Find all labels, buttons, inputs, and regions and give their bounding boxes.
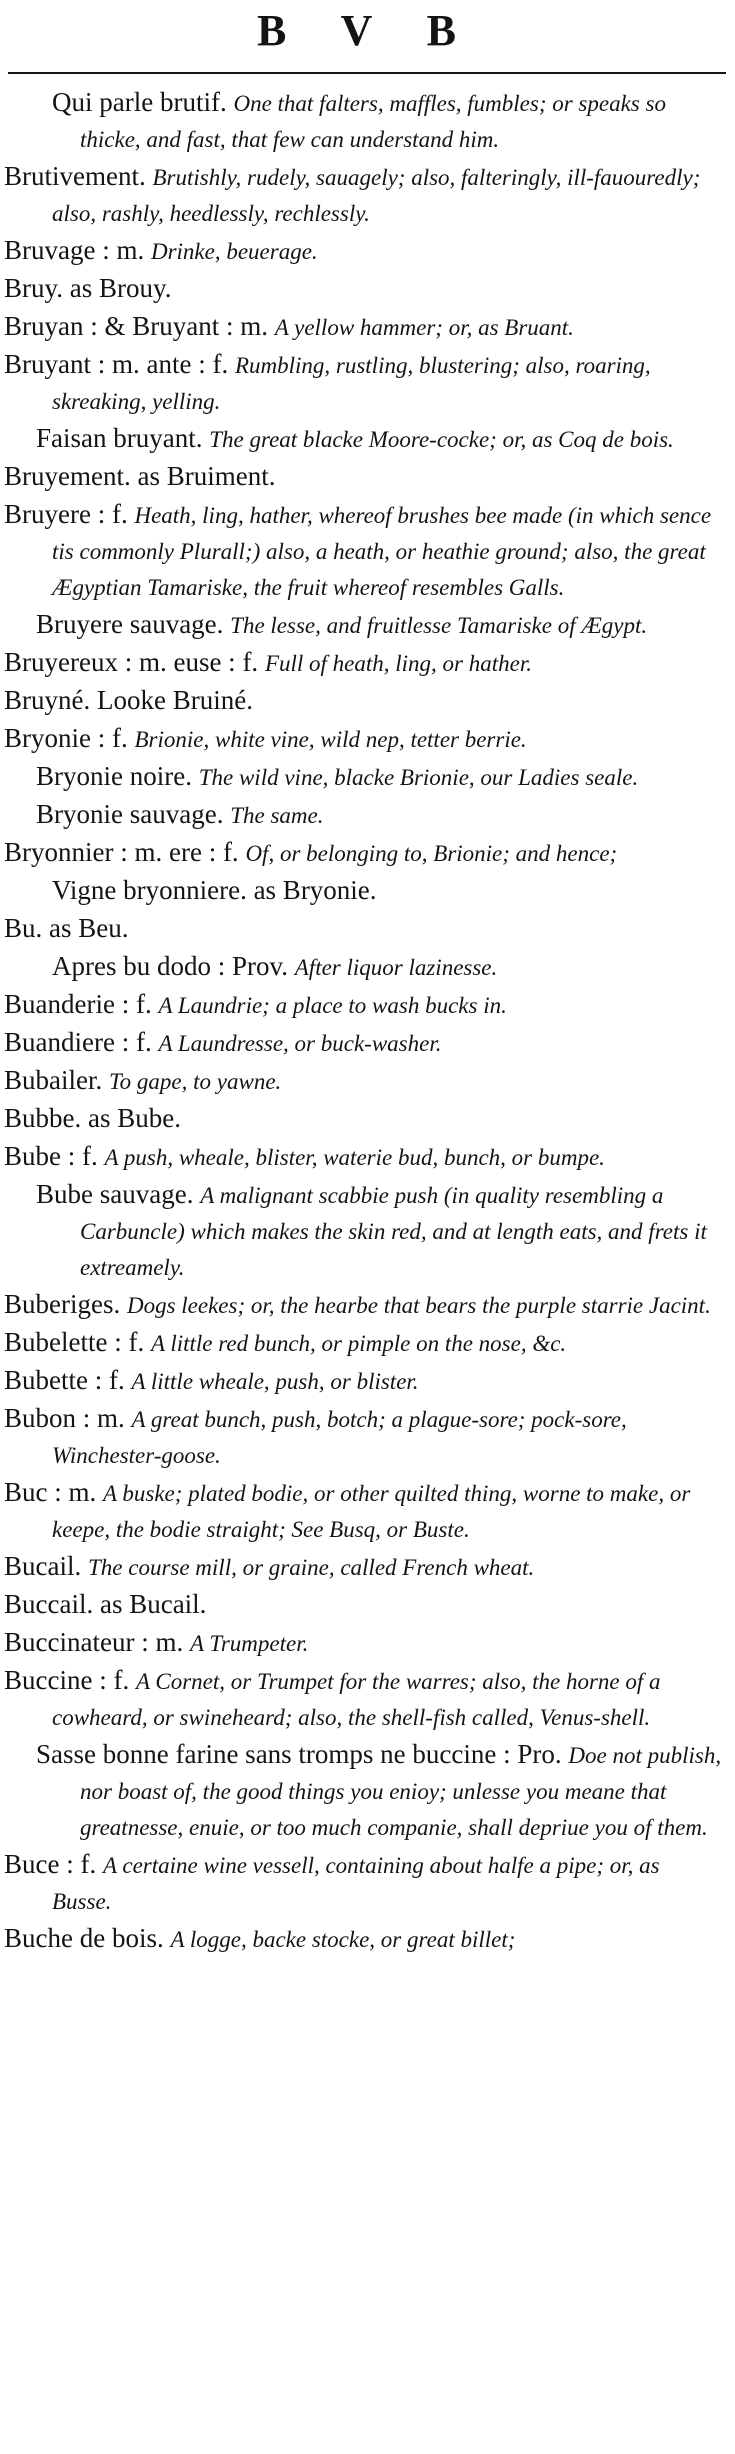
definition: A logge, backe stocke, or great billet; xyxy=(170,1927,516,1952)
definition: The same. xyxy=(230,803,324,828)
entry-bryonie-sauvage xyxy=(0,797,735,833)
headword: Buccinateur : m. xyxy=(4,1627,184,1657)
entry-bubailer xyxy=(0,1063,735,1099)
headword: Bubette : f. xyxy=(4,1365,125,1395)
entry-buccine xyxy=(0,1663,735,1735)
entry-buche-de-bois xyxy=(0,1921,735,1957)
definition: To gape, to yawne. xyxy=(108,1069,282,1094)
dictionary-entries xyxy=(0,85,735,1959)
headword: Bubailer. xyxy=(4,1065,103,1095)
headword: Buandiere : f. xyxy=(4,1027,152,1057)
headword: Bryonie noire. xyxy=(36,761,192,791)
definition: Drinke, beuerage. xyxy=(150,239,318,264)
entry-bruyne xyxy=(0,683,735,719)
entry-bruyere-sauvage xyxy=(0,607,735,643)
entry-buce xyxy=(0,1847,735,1919)
entry-bruyereux xyxy=(0,645,735,681)
headword: Bruyere : f. xyxy=(4,499,128,529)
definition: The wild vine, blacke Brionie, our Ladies seale. xyxy=(198,765,639,790)
entry-buanderie xyxy=(0,987,735,1023)
entry-bruy xyxy=(0,271,735,307)
entry-bruvage xyxy=(0,233,735,269)
entry-bube xyxy=(0,1139,735,1175)
definition: Heath, ling, hather, whereof brushes bee made (in which sence tis commonly Plurall;) also, a heath, or heathie ground; also, the great Ægyptian Tamariske, the fruit whereof resembles Galls. xyxy=(52,503,712,600)
definition: Dogs leekes; or, the hearbe that bears the purple starrie Jacint. xyxy=(126,1293,711,1318)
definition: A yellow hammer; or, as Bruant. xyxy=(274,315,574,340)
definition: A Trumpeter. xyxy=(189,1631,309,1656)
entry-buc xyxy=(0,1475,735,1547)
definition: A buske; plated bodie, or other quilted thing, worne to make, or keepe, the bodie straight; See Busq, or Buste. xyxy=(52,1481,691,1542)
definition: A great bunch, push, botch; a plague-sore; pock-sore, Winchester-goose. xyxy=(52,1407,627,1468)
headword: Bryonie : f. xyxy=(4,723,128,753)
headword: Bu. as Beu. xyxy=(4,913,129,943)
entry-vigne-bryonniere xyxy=(0,873,735,909)
entry-bubon xyxy=(0,1401,735,1473)
entry-bruyere xyxy=(0,497,735,605)
headword: Buberiges. xyxy=(4,1289,121,1319)
entry-bryonnier xyxy=(0,835,735,871)
definition: A little red bunch, or pimple on the nose, &c. xyxy=(150,1331,567,1356)
entry-bryonie xyxy=(0,721,735,757)
definition: Brutishly, rudely, sauagely; also, falteringly, ill-fauouredly; also, rashly, heedlessly, rechlessly. xyxy=(52,165,701,226)
entry-bu xyxy=(0,911,735,947)
headword: Buc : m. xyxy=(4,1477,97,1507)
headword: Sasse bonne farine sans tromps ne buccine : Pro. xyxy=(36,1739,562,1769)
headword: Bubon : m. xyxy=(4,1403,125,1433)
definition: Full of heath, ling, or hather. xyxy=(264,651,532,676)
entry-sasse-bonne-farine xyxy=(0,1737,735,1845)
definition: Rumbling, rustling, blustering; also, roaring, skreaking, yelling. xyxy=(52,353,651,414)
headword: Bruyereux : m. euse : f. xyxy=(4,647,259,677)
definition: The course mill, or graine, called French wheat. xyxy=(87,1555,535,1580)
headword: Buce : f. xyxy=(4,1849,97,1879)
headword: Bube sauvage. xyxy=(36,1179,194,1209)
entry-buberiges xyxy=(0,1287,735,1323)
definition: A malignant scabbie push (in quality resembling a Carbuncle) which makes the skin red, and at length eats, and frets it extreamely. xyxy=(80,1183,707,1280)
headword: Bube : f. xyxy=(4,1141,98,1171)
headword: Buccine : f. xyxy=(4,1665,130,1695)
definition: Of, or belonging to, Brionie; and hence; xyxy=(245,841,618,866)
entry-bruyant xyxy=(0,347,735,419)
headword: Buche de bois. xyxy=(4,1923,164,1953)
headword: Bubbe. as Bube. xyxy=(4,1103,181,1133)
definition: A push, wheale, blister, waterie bud, bunch, or bumpe. xyxy=(104,1145,605,1170)
headword: Bruyement. as Bruiment. xyxy=(4,461,276,491)
headword: Bruyant : m. ante : f. xyxy=(4,349,229,379)
headword: Faisan bruyant. xyxy=(36,423,203,453)
headword: Bubelette : f. xyxy=(4,1327,145,1357)
entry-brutivement xyxy=(0,159,735,231)
headword: Bruvage : m. xyxy=(4,235,145,265)
headword: Qui parle brutif. xyxy=(52,87,227,117)
headword: Vigne bryonniere. as Bryonie. xyxy=(52,875,377,905)
entry-bubelette xyxy=(0,1325,735,1361)
entry-bubette xyxy=(0,1363,735,1399)
headword: Bryonnier : m. ere : f. xyxy=(4,837,239,867)
headword: Bucail. xyxy=(4,1551,82,1581)
entry-buandiere xyxy=(0,1025,735,1061)
headword: Buccail. as Bucail. xyxy=(4,1589,207,1619)
entry-qui-parle-brutif xyxy=(0,85,735,157)
definition: One that falters, maffles, fumbles; or speaks so thicke, and fast, that few can understand him. xyxy=(80,91,666,152)
headword: Bruyan : & Bruyant : m. xyxy=(4,311,268,341)
entry-bruyan xyxy=(0,309,735,345)
definition: The great blacke Moore-cocke; or, as Coq de bois. xyxy=(209,427,674,452)
entry-bucail xyxy=(0,1549,735,1585)
definition: The lesse, and fruitlesse Tamariske of Ægypt. xyxy=(230,613,648,638)
entry-bryonie-noire xyxy=(0,759,735,795)
definition: A certaine wine vessell, containing about halfe a pipe; or, as Busse. xyxy=(52,1853,660,1914)
headword: Brutivement. xyxy=(4,161,146,191)
entry-faisan-bruyant xyxy=(0,421,735,457)
entry-buccail xyxy=(0,1587,735,1623)
headword: Bruyere sauvage. xyxy=(36,609,224,639)
entry-bruyement xyxy=(0,459,735,495)
definition: A little wheale, push, or blister. xyxy=(131,1369,419,1394)
headword: Bryonie sauvage. xyxy=(36,799,224,829)
definition: Brionie, white vine, wild nep, tetter berrie. xyxy=(134,727,527,752)
headword: Apres bu dodo : Prov. xyxy=(52,951,288,981)
definition: After liquor lazinesse. xyxy=(294,955,498,980)
entry-buccinateur xyxy=(0,1625,735,1661)
entry-bubbe xyxy=(0,1101,735,1137)
headword: Buanderie : f. xyxy=(4,989,152,1019)
entry-bube-sauvage xyxy=(0,1177,735,1285)
headword: Bruy. as Brouy. xyxy=(4,273,172,303)
definition: A Laundrie; a place to wash bucks in. xyxy=(158,993,507,1018)
definition: A Cornet, or Trumpet for the warres; also, the horne of a cowheard, or swineheard; also, the shell-fish called, Venus-shell. xyxy=(52,1669,661,1730)
headword: Bruyné. Looke Bruiné. xyxy=(4,685,253,715)
entry-apres-bu-dodo xyxy=(0,949,735,985)
definition: Doe not publish, nor boast of, the good things you enioy; unlesse you meane that greatnesse, enuie, or too much companie, shall depriue you of them. xyxy=(80,1743,722,1840)
definition: A Laundresse, or buck-washer. xyxy=(158,1031,442,1056)
page-header: B V B xyxy=(257,6,478,55)
header-rule xyxy=(8,72,726,74)
